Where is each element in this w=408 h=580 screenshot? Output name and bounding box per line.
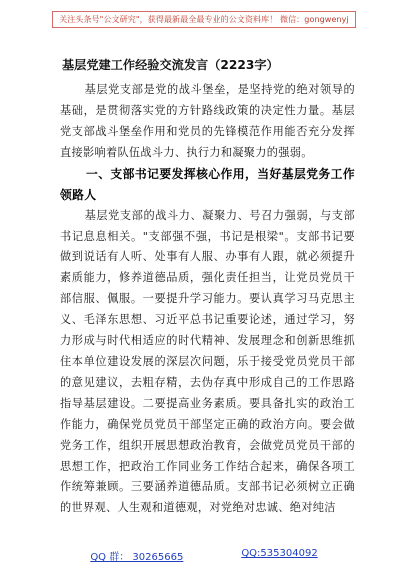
intro-paragraph: 基层党支部是党的战斗堡垒，是坚持党的绝对领导的基础，是贯彻落实党的方针路线政策的决定性力量。基层党支部战斗堡垒作用和党员的先锋模范作用能否充分发挥直接影响着队伍战斗力、执行力和凝聚力的强弱。 — [60, 83, 355, 159]
section-heading: 一、支部书记要发挥核心作用，当好基层党务工作领路人 — [60, 166, 355, 202]
header-banner — [0, 6, 408, 32]
header-banner-text: 关注头条号"公文研究"，获得最新最全最专业的公文资料库！ 微信：gongwenyj — [52, 11, 356, 28]
footer-contacts — [0, 548, 408, 568]
section-paragraph: 基层党支部的战斗力、凝聚力、号召力强弱，与支部书记息息相关。"支部强不强，书记是根梁"。支部书记要做到说话有人听、处事有人服、办事有人跟，就必须提升素质能力，修养道德品质，强化责任担当，让党员党员干部信服、佩服。一要提升学习能力。要认真学习马克思主义、毛泽东思想、习近平总书记重要论述，通过学习，努力形成与时代相适应的时代精神、发展理念和创新思维抓住本单位建设发展的深层次问题，乐于接受党员党员干部的意见建议，去粗存精，去伪存真中形成自己的工作思路指导基层建设。二要提高业务素质。要具备扎实的政治工作能力，确保党员党员干部坚定正确的政治方向。要会做党务工作，组织开展思想政治教育，会做党员党员干部的思想工作，把政治工作同业务工作结合起来，确保各项工作统筹兼顾。三要涵养道德品质。支部书记必须树立正确的世界观、人生观和道德观，对党绝对忠诚、绝对纯洁 — [60, 208, 355, 515]
document-body — [60, 80, 355, 519]
qq-contact-link[interactable]: QQ:535304092 — [241, 548, 318, 559]
document-title: 基层党建工作经验交流发言（2223字） — [62, 58, 279, 72]
qq-group-link[interactable]: QQ 群： 30265665 — [90, 552, 184, 563]
